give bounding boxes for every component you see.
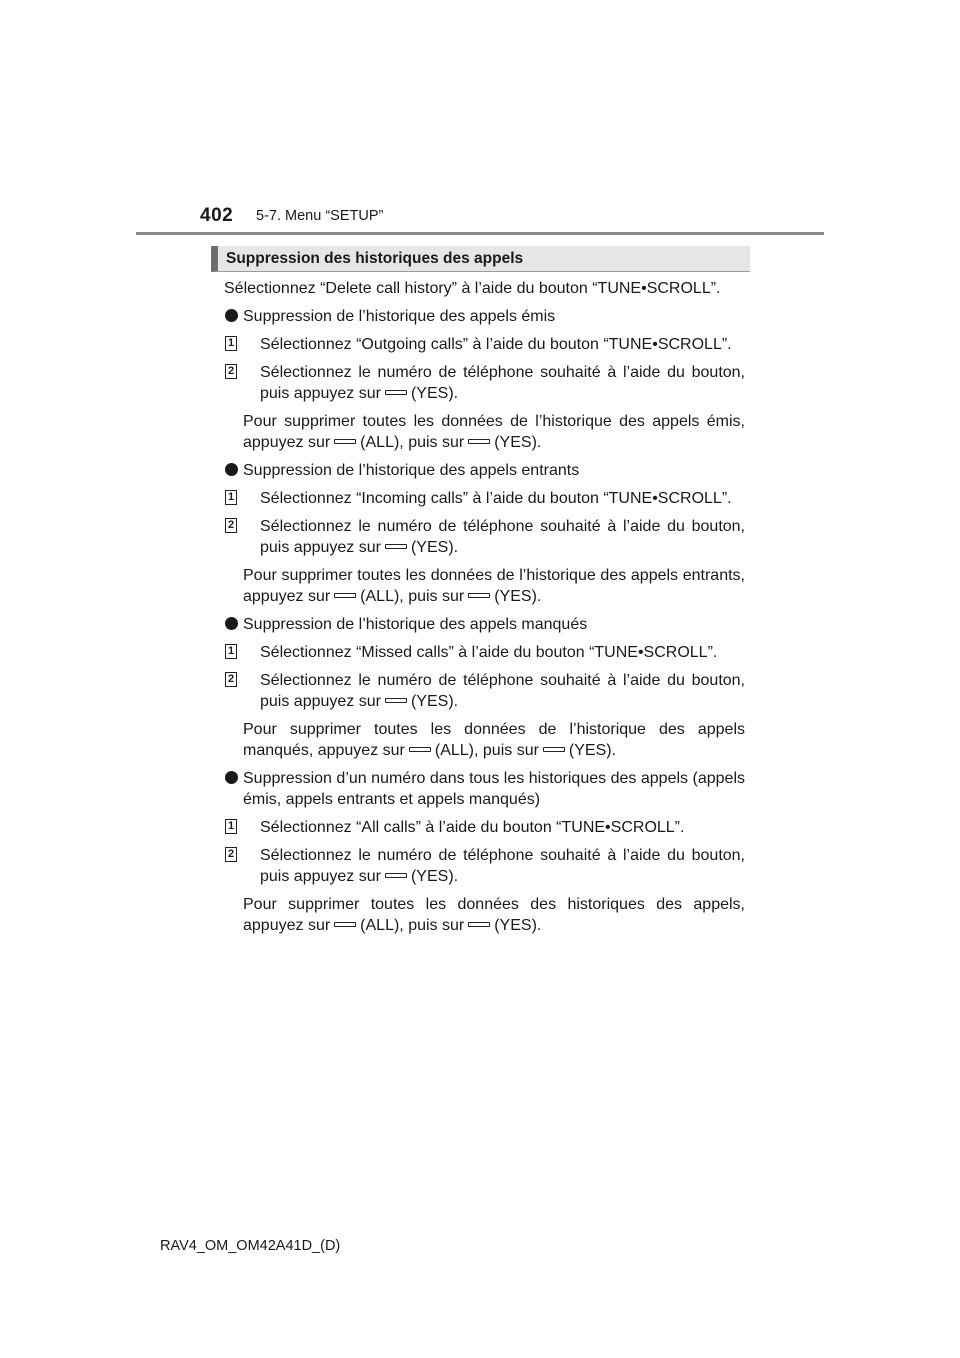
step-number-1-icon: 1 bbox=[225, 819, 237, 834]
note-part: (YES). bbox=[494, 588, 542, 605]
step-text: Sélectionnez “Incoming calls” à l’aide du bouton “TUNE•SCROLL”. bbox=[260, 490, 732, 507]
step-1 bbox=[224, 817, 745, 838]
bullet-all-calls bbox=[224, 768, 745, 810]
step-text-end: (YES). bbox=[410, 693, 459, 710]
note-part: (ALL), puis sur bbox=[360, 588, 465, 605]
step-2 bbox=[224, 516, 745, 558]
bullet-title: Suppression de l’historique des appels manqués bbox=[243, 616, 588, 633]
step-1 bbox=[224, 488, 745, 509]
section-reference: 5-7. Menu “SETUP” bbox=[256, 208, 384, 224]
key-icon bbox=[385, 873, 407, 878]
note-part: Pour supprimer toutes les données de l’historique des appels émis, appuyez sur bbox=[243, 413, 745, 451]
step-text-end: (YES). bbox=[410, 385, 459, 402]
step-text: Sélectionnez le numéro de téléphone souhaité à l’aide du bouton, puis appuyez sur bbox=[260, 847, 745, 885]
key-icon bbox=[409, 747, 431, 752]
step-2 bbox=[224, 845, 745, 887]
step-text-end: (YES). bbox=[410, 868, 459, 885]
step-text: Sélectionnez le numéro de téléphone souhaité à l’aide du bouton, puis appuyez sur bbox=[260, 672, 745, 710]
step-number-1-icon: 1 bbox=[225, 336, 237, 351]
note-part: Pour supprimer toutes les données des historiques des appels, appuyez sur bbox=[243, 896, 745, 934]
key-icon bbox=[334, 439, 356, 444]
bullet-title: Suppression d’un numéro dans tous les historiques des appels (appels émis, appels entrants et appels manqués) bbox=[243, 770, 745, 808]
step-2 bbox=[224, 362, 745, 404]
note-text bbox=[224, 719, 745, 761]
step-2 bbox=[224, 670, 745, 712]
bullet-incoming bbox=[224, 460, 745, 481]
key-icon bbox=[468, 922, 490, 927]
bullet-icon bbox=[225, 771, 238, 784]
note-part: Pour supprimer toutes les données de l’historique des appels manqués, appuyez sur bbox=[243, 721, 745, 759]
key-icon bbox=[385, 390, 407, 395]
section-heading: Suppression des historiques des appels bbox=[211, 246, 750, 272]
key-icon bbox=[468, 593, 490, 598]
step-number-1-icon: 1 bbox=[225, 490, 237, 505]
bullet-icon bbox=[225, 617, 238, 630]
key-icon bbox=[468, 439, 490, 444]
step-text: Sélectionnez le numéro de téléphone souhaité à l’aide du bouton, puis appuyez sur bbox=[260, 364, 745, 402]
step-text: Sélectionnez le numéro de téléphone souhaité à l’aide du bouton, puis appuyez sur bbox=[260, 518, 745, 556]
header-rule bbox=[136, 232, 824, 235]
note-text bbox=[224, 565, 745, 607]
key-icon bbox=[334, 922, 356, 927]
note-part: (YES). bbox=[494, 434, 542, 451]
note-part: (ALL), puis sur bbox=[360, 434, 465, 451]
key-icon bbox=[334, 593, 356, 598]
bullet-title: Suppression de l’historique des appels entrants bbox=[243, 462, 580, 479]
bullet-outgoing bbox=[224, 306, 745, 327]
bullet-icon bbox=[225, 463, 238, 476]
step-number-1-icon: 1 bbox=[225, 644, 237, 659]
step-number-2-icon: 2 bbox=[225, 847, 237, 862]
step-number-2-icon: 2 bbox=[225, 672, 237, 687]
step-text: Sélectionnez “Missed calls” à l’aide du bouton “TUNE•SCROLL”. bbox=[260, 644, 718, 661]
bullet-title: Suppression de l’historique des appels émis bbox=[243, 308, 556, 325]
step-text: Sélectionnez “All calls” à l’aide du bouton “TUNE•SCROLL”. bbox=[260, 819, 685, 836]
intro-text: Sélectionnez “Delete call history” à l’aide du bouton “TUNE•SCROLL”. bbox=[224, 280, 721, 297]
note-text bbox=[224, 411, 745, 453]
step-text: Sélectionnez “Outgoing calls” à l’aide du bouton “TUNE•SCROLL”. bbox=[260, 336, 732, 353]
bullet-missed bbox=[224, 614, 745, 635]
note-text bbox=[224, 894, 745, 936]
bullet-icon bbox=[225, 309, 238, 322]
step-number-2-icon: 2 bbox=[225, 518, 237, 533]
page-number: 402 bbox=[200, 205, 234, 226]
note-part: (ALL), puis sur bbox=[434, 742, 539, 759]
step-text-end: (YES). bbox=[410, 539, 459, 556]
note-part: Pour supprimer toutes les données de l’historique des appels entrants, appuyez sur bbox=[243, 567, 745, 605]
note-part: (YES). bbox=[494, 917, 542, 934]
note-part: (ALL), puis sur bbox=[360, 917, 465, 934]
key-icon bbox=[385, 544, 407, 549]
key-icon bbox=[385, 698, 407, 703]
key-icon bbox=[543, 747, 565, 752]
step-number-2-icon: 2 bbox=[225, 364, 237, 379]
step-1 bbox=[224, 334, 745, 355]
footer-doc-code: RAV4_OM_OM42A41D_(D) bbox=[160, 1238, 341, 1254]
content bbox=[224, 278, 745, 943]
step-1 bbox=[224, 642, 745, 663]
note-part: (YES). bbox=[568, 742, 617, 759]
